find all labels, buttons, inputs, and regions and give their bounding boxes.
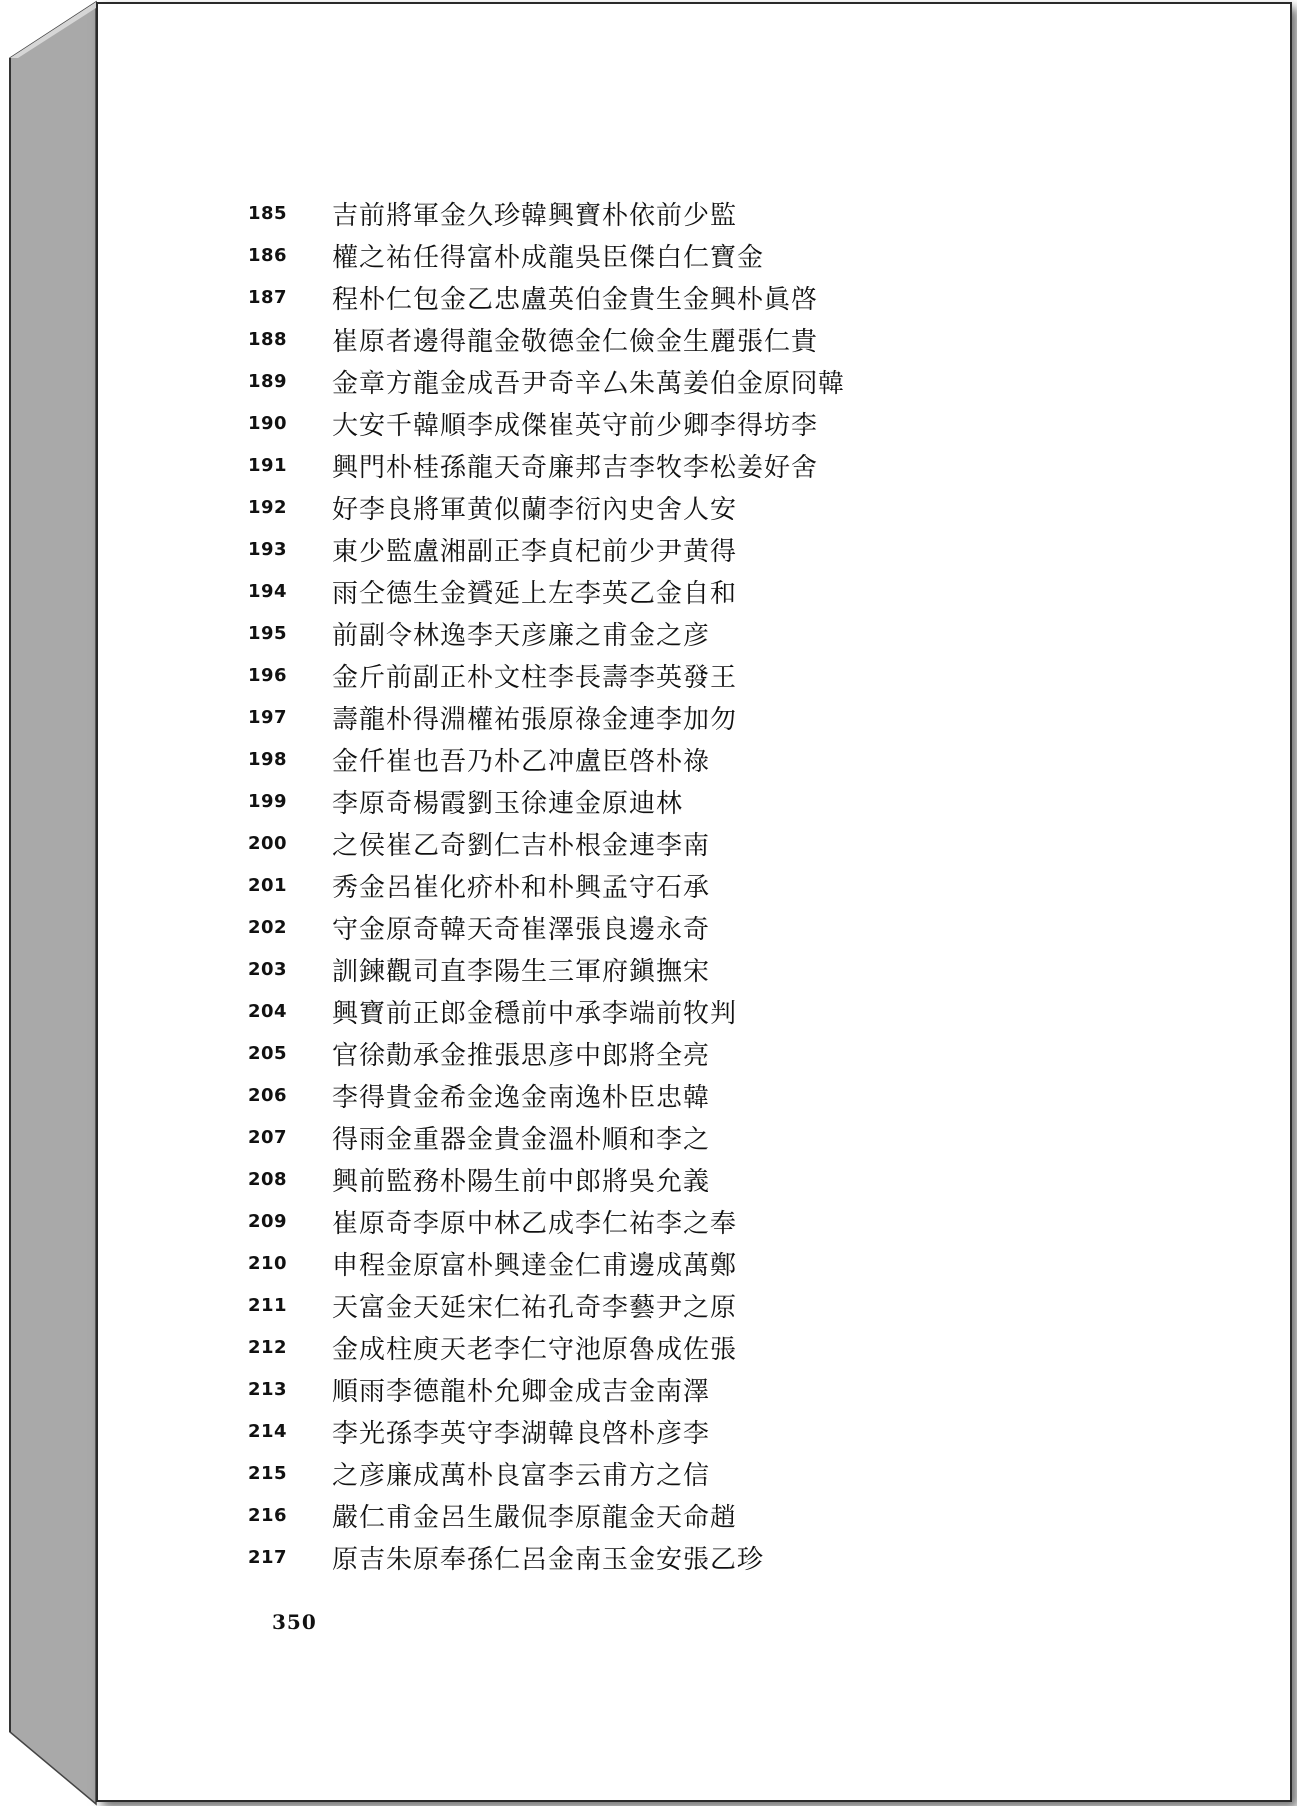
entry-line [248,822,1048,864]
line-text: 金章方龍金成吾尹奇辛厶朱萬姜伯金原冏韓 [332,368,846,399]
line-text: 興寶前正郎金穩前中承李端前牧判 [332,998,738,1029]
entry-line [248,1410,1048,1452]
line-text: 得雨金重器金貴金溫朴順和李之 [332,1124,711,1155]
line-text: 李原奇楊霞劉玉徐連金原迪林 [332,788,684,819]
line-number: 200 [248,832,288,854]
line-number: 210 [248,1252,288,1274]
line-text: 興門朴桂孫龍天奇廉邦吉李牧李松姜好舍 [332,452,819,483]
entry-line [248,318,1048,360]
line-number: 192 [248,496,288,518]
entry-line [248,654,1048,696]
entry-line [248,1452,1048,1494]
line-number: 217 [248,1546,288,1568]
line-number: 191 [248,454,288,476]
line-number: 206 [248,1084,288,1106]
line-text: 崔原奇李原中林乙成李仁祐李之奉 [332,1208,738,1239]
entry-line [248,1326,1048,1368]
entry-line [248,990,1048,1032]
line-number: 198 [248,748,288,770]
line-text: 程朴仁包金乙忠盧英伯金貴生金興朴眞啓 [332,284,819,315]
entry-line [248,1242,1048,1284]
line-text: 秀金呂崔化疥朴和朴興孟守石承 [332,872,711,903]
page-number: 350 [272,1610,317,1634]
line-number: 195 [248,622,288,644]
entry-line [248,1536,1048,1578]
line-number: 214 [248,1420,288,1442]
line-number: 211 [248,1294,288,1316]
line-text: 申程金原富朴興達金仁甫邊成萬鄭 [332,1250,738,1281]
line-text: 訓鍊觀司直李陽生三軍府鎭撫宋 [332,956,711,987]
line-text: 興前監務朴陽生前中郎將吳允義 [332,1166,711,1197]
entry-line [248,1284,1048,1326]
entry-line [248,360,1048,402]
line-number: 189 [248,370,288,392]
line-text: 天富金天延宋仁祐孔奇李藝尹之原 [332,1292,738,1323]
entry-line [248,738,1048,780]
line-number: 208 [248,1168,288,1190]
entry-line [248,276,1048,318]
line-number: 215 [248,1462,288,1484]
line-number: 207 [248,1126,288,1148]
line-number: 196 [248,664,288,686]
line-number: 204 [248,1000,288,1022]
line-number: 190 [248,412,288,434]
line-text: 好李良將軍黄似蘭李衍內史舍人安 [332,494,738,525]
entry-line [248,486,1048,528]
line-text: 金成柱庾天老李仁守池原魯成佐張 [332,1334,738,1365]
entry-line [248,570,1048,612]
entry-line [248,402,1048,444]
line-number: 199 [248,790,288,812]
entry-line [248,444,1048,486]
line-text: 金斤前副正朴文柱李長壽李英發王 [332,662,738,693]
line-number: 212 [248,1336,288,1358]
entry-line [248,612,1048,654]
entry-line [248,1032,1048,1074]
line-text: 李光孫李英守李湖韓良啓朴彦李 [332,1418,711,1449]
line-text: 雨仝德生金贇延上左李英乙金自和 [332,578,738,609]
entry-line [248,1116,1048,1158]
entry-line [248,780,1048,822]
line-number: 185 [248,202,288,224]
entry-line [248,234,1048,276]
line-number: 213 [248,1378,288,1400]
line-text: 吉前將軍金久珍韓興寶朴依前少監 [332,200,738,231]
entry-line [248,192,1048,234]
book-spine-edge [0,0,100,1806]
entry-line [248,1200,1048,1242]
line-text: 金仟崔也吾乃朴乙冲盧臣啓朴祿 [332,746,711,777]
line-text: 前副令林逸李天彦廉之甫金之彦 [332,620,711,651]
line-text: 順雨李德龍朴允卿金成吉金南澤 [332,1376,711,1407]
line-text: 原吉朱原奉孫仁呂金南玉金安張乙珍 [332,1544,765,1575]
entry-list [248,192,1048,1578]
line-text: 崔原者邊得龍金敬德金仁儉金生麗張仁貴 [332,326,819,357]
entry-line [248,696,1048,738]
line-text: 嚴仁甫金呂生嚴侃李原龍金天命趙 [332,1502,738,1533]
line-number: 188 [248,328,288,350]
line-number: 197 [248,706,288,728]
line-number: 193 [248,538,288,560]
line-text: 之侯崔乙奇劉仁吉朴根金連李南 [332,830,711,861]
line-text: 之彦廉成萬朴良富李云甫方之信 [332,1460,711,1491]
line-text: 李得貴金希金逸金南逸朴臣忠韓 [332,1082,711,1113]
line-number: 216 [248,1504,288,1526]
line-number: 202 [248,916,288,938]
entry-line [248,906,1048,948]
line-text: 東少監盧湘副正李貞杞前少尹黄得 [332,536,738,567]
entry-line [248,1494,1048,1536]
line-text: 壽龍朴得淵權祐張原祿金連李加勿 [332,704,738,735]
line-number: 203 [248,958,288,980]
line-number: 205 [248,1042,288,1064]
line-number: 186 [248,244,288,266]
line-text: 守金原奇韓天奇崔澤張良邊永奇 [332,914,711,945]
entry-line [248,528,1048,570]
line-number: 201 [248,874,288,896]
line-text: 大安千韓順李成傑崔英守前少卿李得坊李 [332,410,819,441]
entry-line [248,948,1048,990]
entry-line [248,1158,1048,1200]
entry-line [248,1074,1048,1116]
entry-line [248,864,1048,906]
line-number: 209 [248,1210,288,1232]
line-number: 187 [248,286,288,308]
page-face [96,2,1292,1802]
line-text: 權之祐任得富朴成龍吳臣傑白仁寶金 [332,242,765,273]
line-number: 194 [248,580,288,602]
line-text: 官徐勣承金推張思彦中郎將全亮 [332,1040,711,1071]
entry-line [248,1368,1048,1410]
